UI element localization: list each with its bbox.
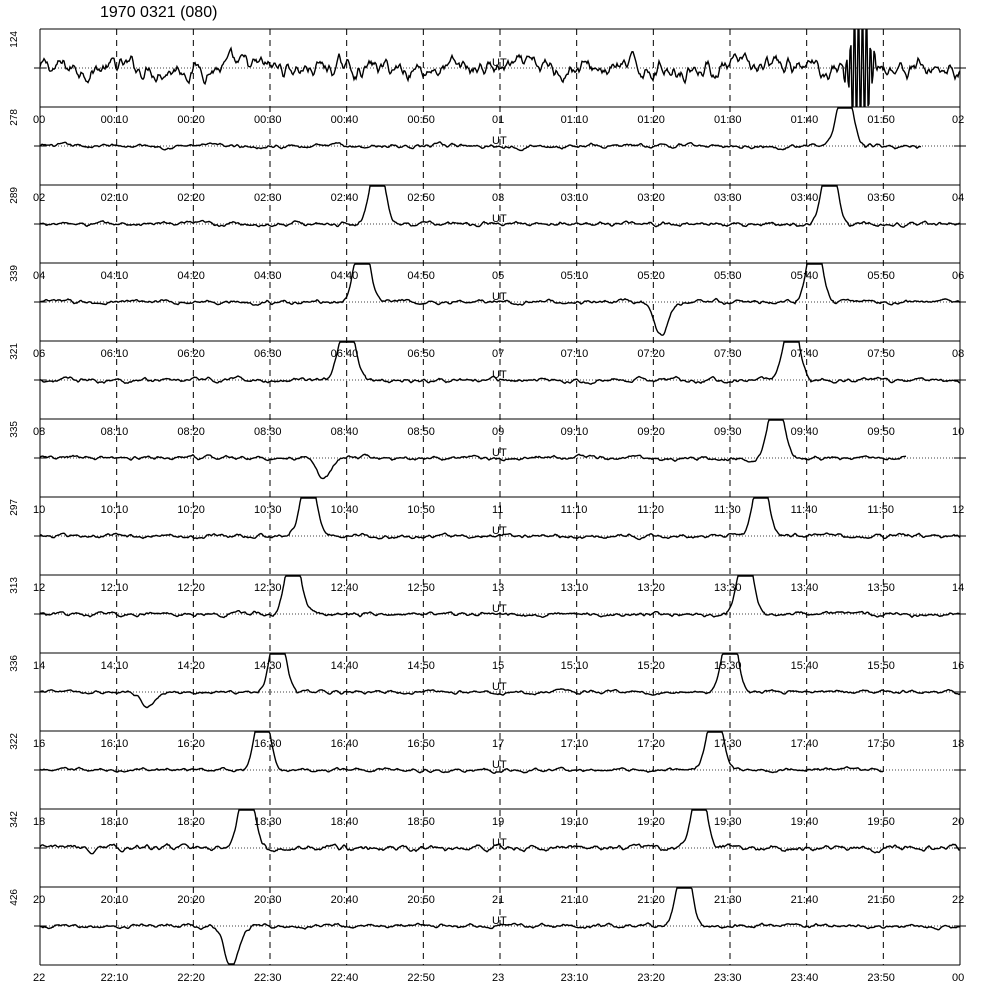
row-scale-label: 335: [9, 421, 20, 438]
ut-label: UT: [492, 681, 507, 693]
tick-label: 00:30: [254, 114, 282, 126]
tick-label: 16:20: [177, 738, 205, 750]
tick-label: 22:40: [330, 972, 359, 984]
tick-label: 14:30: [254, 660, 282, 672]
tick-label: 11:30: [714, 504, 741, 516]
tick-label: 04:10: [100, 270, 129, 282]
tick-label: 14:40: [330, 660, 359, 672]
tick-label: 08: [33, 426, 46, 438]
ut-label: UT: [492, 525, 507, 537]
tick-label: 09: [492, 426, 505, 438]
tick-label: 21:30: [714, 894, 742, 906]
row-scale-label: 289: [9, 187, 20, 204]
tick-label: 17:40: [790, 738, 819, 750]
tick-label: 01:40: [790, 114, 819, 126]
row-scale-label: 426: [9, 889, 20, 906]
tick-label: 07: [492, 348, 505, 360]
tick-label: 10:10: [100, 504, 129, 516]
tick-label: 06:10: [100, 348, 129, 360]
tick-label: 21:50: [867, 894, 895, 906]
tick-label: 11:50: [867, 504, 895, 516]
tick-label: 20:20: [177, 894, 205, 906]
tick-label: 20:50: [407, 894, 435, 906]
seismic-trace: [40, 108, 921, 151]
tick-label: 19:20: [637, 816, 665, 828]
tick-label: 11: [492, 504, 504, 516]
ut-label: UT: [492, 603, 507, 615]
tick-label: 15:30: [714, 660, 742, 672]
tick-label: 02:40: [330, 192, 359, 204]
tick-label: 13: [492, 582, 505, 594]
tick-label: 18:30: [254, 816, 282, 828]
tick-label: 21:40: [790, 894, 819, 906]
tick-label: 18:10: [100, 816, 129, 828]
seismic-trace: [40, 420, 906, 479]
tick-label: 05:40: [790, 270, 819, 282]
tick-label: 07:20: [637, 348, 665, 360]
tick-label: 06:40: [330, 348, 359, 360]
tick-label: 05:30: [714, 270, 742, 282]
tick-label: 15:10: [560, 660, 589, 672]
tick-label: 09:20: [637, 426, 665, 438]
tick-label: 03:10: [560, 192, 589, 204]
tick-label: 17:50: [867, 738, 895, 750]
tick-label: 12:20: [177, 582, 205, 594]
tick-label: 06: [952, 270, 965, 282]
tick-label: 07:50: [867, 348, 895, 360]
tick-label: 19:50: [867, 816, 895, 828]
tick-label: 04:30: [254, 270, 282, 282]
tick-label: 07:10: [560, 348, 589, 360]
tick-label: 01: [492, 114, 505, 126]
tick-label: 20:10: [100, 894, 129, 906]
tick-label: 04: [952, 192, 965, 204]
tick-label: 06:50: [407, 348, 435, 360]
tick-label: 14:20: [177, 660, 205, 672]
tick-label: 12: [952, 504, 965, 516]
ut-label: UT: [492, 135, 507, 147]
tick-label: 08:40: [330, 426, 359, 438]
tick-label: 04: [33, 270, 46, 282]
tick-label: 03:50: [867, 192, 895, 204]
tick-label: 04:50: [407, 270, 435, 282]
seismic-trace: [40, 732, 883, 773]
tick-label: 18:40: [330, 816, 359, 828]
row-scale-label: 124: [9, 31, 20, 48]
tick-label: 22:10: [100, 972, 129, 984]
tick-label: 11:10: [560, 504, 588, 516]
ut-label: UT: [492, 837, 507, 849]
tick-label: 13:10: [560, 582, 589, 594]
tick-label: 17: [492, 738, 505, 750]
tick-label: 14:50: [407, 660, 435, 672]
tick-label: 04:20: [177, 270, 205, 282]
tick-label: 12:30: [254, 582, 282, 594]
tick-label: 13:50: [867, 582, 895, 594]
tick-label: 22: [952, 894, 965, 906]
tick-label: 09:50: [867, 426, 895, 438]
tick-label: 06:20: [177, 348, 205, 360]
tick-label: 19:30: [714, 816, 742, 828]
tick-label: 10:30: [254, 504, 282, 516]
tick-label: 22:20: [177, 972, 205, 984]
tick-label: 18: [952, 738, 965, 750]
tick-label: 19:10: [560, 816, 589, 828]
tick-label: 08:20: [177, 426, 205, 438]
tick-label: 19:40: [790, 816, 819, 828]
tick-label: 16: [33, 738, 46, 750]
tick-label: 02:30: [254, 192, 282, 204]
ut-label: UT: [492, 915, 507, 927]
tick-label: 18:50: [407, 816, 435, 828]
tick-label: 23:40: [790, 972, 819, 984]
tick-label: 02:20: [177, 192, 205, 204]
tick-label: 00:50: [407, 114, 435, 126]
tick-label: 00: [952, 972, 965, 984]
tick-label: 15: [492, 660, 505, 672]
tick-label: 01:20: [637, 114, 665, 126]
tick-label: 16: [952, 660, 965, 672]
tick-label: 09:10: [560, 426, 589, 438]
tick-label: 10:50: [407, 504, 435, 516]
tick-label: 08:50: [407, 426, 435, 438]
tick-label: 17:10: [560, 738, 589, 750]
tick-label: 16:30: [254, 738, 282, 750]
tick-label: 15:40: [790, 660, 819, 672]
tick-label: 21: [492, 894, 505, 906]
tick-label: 20:40: [330, 894, 359, 906]
row-scale-label: 339: [9, 265, 20, 282]
tick-label: 00:20: [177, 114, 205, 126]
ut-label: UT: [492, 759, 507, 771]
tick-label: 23:30: [714, 972, 742, 984]
tick-label: 23: [492, 972, 505, 984]
tick-label: 02: [952, 114, 965, 126]
tick-label: 12:10: [100, 582, 129, 594]
row-scale-label: 336: [9, 655, 20, 672]
tick-label: 22:50: [407, 972, 435, 984]
tick-label: 00:40: [330, 114, 359, 126]
tick-label: 16:10: [100, 738, 129, 750]
tick-label: 06:30: [254, 348, 282, 360]
row-scale-label: 342: [9, 811, 20, 828]
tick-label: 13:20: [637, 582, 665, 594]
tick-label: 03: [492, 192, 505, 204]
tick-label: 21:10: [560, 894, 589, 906]
tick-label: 10: [33, 504, 46, 516]
tick-label: 14:10: [100, 660, 129, 672]
tick-label: 12: [33, 582, 46, 594]
tick-label: 08:30: [254, 426, 282, 438]
tick-label: 00:10: [100, 114, 129, 126]
ut-label: UT: [492, 57, 507, 69]
tick-label: 03:20: [637, 192, 665, 204]
tick-label: 17:30: [714, 738, 742, 750]
tick-label: 20:30: [254, 894, 282, 906]
tick-label: 15:20: [637, 660, 665, 672]
tick-label: 01:10: [560, 114, 589, 126]
ut-label: UT: [492, 213, 507, 225]
tick-label: 02:50: [407, 192, 435, 204]
tick-label: 03:30: [714, 192, 742, 204]
tick-label: 12:40: [330, 582, 359, 594]
tick-label: 22: [33, 972, 46, 984]
tick-label: 03:40: [790, 192, 819, 204]
tick-label: 16:50: [407, 738, 435, 750]
tick-label: 05:10: [560, 270, 589, 282]
tick-label: 21:20: [637, 894, 665, 906]
tick-label: 08:10: [100, 426, 129, 438]
tick-label: 01:50: [867, 114, 895, 126]
row-scale-label: 297: [9, 499, 20, 516]
tick-label: 05:50: [867, 270, 895, 282]
tick-label: 06: [33, 348, 46, 360]
tick-label: 19: [492, 816, 505, 828]
row-scale-label: 322: [9, 733, 20, 750]
tick-label: 02:10: [100, 192, 129, 204]
tick-label: 04:40: [330, 270, 359, 282]
tick-label: 10:20: [177, 504, 205, 516]
tick-label: 23:50: [867, 972, 895, 984]
tick-label: 01:30: [714, 114, 742, 126]
tick-label: 07:30: [714, 348, 742, 360]
tick-label: 20: [33, 894, 46, 906]
tick-label: 11:40: [790, 504, 818, 516]
ut-label: UT: [492, 369, 507, 381]
tick-label: 15:50: [867, 660, 895, 672]
tick-label: 05:20: [637, 270, 665, 282]
tick-label: 13:30: [714, 582, 742, 594]
tick-label: 10:40: [330, 504, 359, 516]
tick-label: 18:20: [177, 816, 205, 828]
tick-label: 20: [952, 816, 965, 828]
tick-label: 17:20: [637, 738, 665, 750]
row-scale-label: 278: [9, 109, 20, 126]
tick-label: 10: [952, 426, 965, 438]
tick-label: 12:50: [407, 582, 435, 594]
tick-label: 13:40: [790, 582, 819, 594]
tick-label: 23:10: [560, 972, 589, 984]
row-scale-label: 321: [9, 343, 20, 360]
tick-label: 23:20: [637, 972, 665, 984]
tick-label: 16:40: [330, 738, 359, 750]
chart-title: 1970 0321 (080): [100, 4, 218, 21]
tick-label: 09:40: [790, 426, 819, 438]
tick-label: 08: [952, 348, 965, 360]
tick-label: 18: [33, 816, 46, 828]
tick-label: 22:30: [254, 972, 282, 984]
tick-label: 11:20: [637, 504, 665, 516]
tick-label: 05: [492, 270, 505, 282]
tick-label: 09:30: [714, 426, 742, 438]
tick-label: 14: [952, 582, 965, 594]
ut-label: UT: [492, 291, 507, 303]
tick-label: 02: [33, 192, 46, 204]
row-scale-label: 313: [9, 577, 20, 594]
tick-label: 07:40: [790, 348, 819, 360]
tick-label: 14: [33, 660, 46, 672]
ut-label: UT: [492, 447, 507, 459]
tick-label: 00: [33, 114, 46, 126]
